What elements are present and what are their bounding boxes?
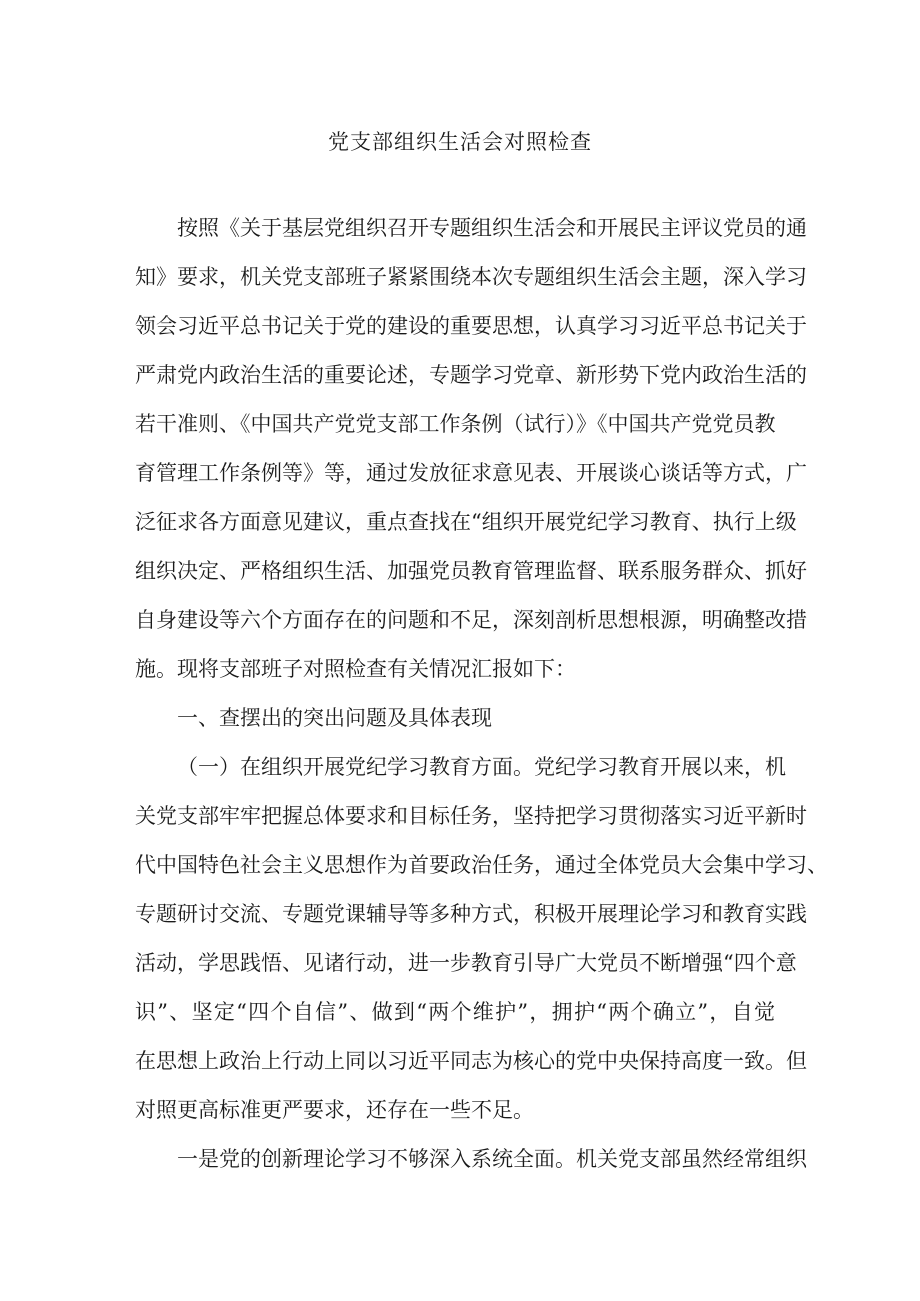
- paragraph-1-line-4: 严肃党内政治生活的重要论述，专题学习党章、新形势下党内政治生活的: [135, 363, 807, 387]
- paragraph-1-line-1: 按照《关于基层党组织召开专题组织生活会和开展民主评议党员的通: [177, 216, 807, 240]
- paragraph-2-line-5: 活动，学思践悟、见诸行动，进一步教育引导广大党员不断增强“四个意: [135, 951, 797, 975]
- paragraph-2-line-2: 关党支部牢牢把握总体要求和目标任务，坚持把学习贯彻落实习近平新时: [135, 804, 807, 828]
- paragraph-1-line-7: 泛征求各方面意见建议，重点查找在“组织开展党纪学习教育、执行上级: [135, 510, 797, 534]
- paragraph-2-line-6: 识”、坚定“四个自信”、做到“两个维护”，拥护“两个确立”，自觉: [135, 1000, 775, 1024]
- paragraph-1-line-9: 自身建设等六个方面存在的问题和不足，深刻剖析思想根源，明确整改措: [135, 608, 807, 632]
- paragraph-1-line-6: 育管理工作条例等》等，通过发放征求意见表、开展谈心谈话等方式，广: [135, 461, 807, 485]
- paragraph-2-line-1: （一）在组织开展党纪学习教育方面。党纪学习教育开展以来，机: [177, 755, 786, 779]
- paragraph-1-line-2: 知》要求，机关党支部班子紧紧围绕本次专题组织生活会主题，深入学习: [135, 265, 807, 289]
- paragraph-2-line-8: 对照更高标准更严要求，还存在一些不足。: [135, 1098, 534, 1122]
- paragraph-2-line-3: 代中国特色社会主义思想作为首要政治任务，通过全体党员大会集中学习、: [135, 853, 828, 877]
- paragraph-2-line-4: 专题研讨交流、专题党课辅导等多种方式，积极开展理论学习和教育实践: [135, 902, 807, 926]
- paragraph-1-line-5: 若干准则、《中国共产党党支部工作条例（试行）》《中国共产党党员教: [135, 412, 776, 436]
- paragraph-1-line-8: 组织决定、严格组织生活、加强党员教育管理监督、联系服务群众、抓好: [135, 559, 807, 583]
- section-heading: 一、查摆出的突出问题及具体表现: [177, 706, 492, 730]
- document-title: 党支部组织生活会对照检查: [328, 130, 592, 154]
- paragraph-3-line-1: 一是党的创新理论学习不够深入系统全面。机关党支部虽然经常组织: [177, 1147, 807, 1171]
- paragraph-2-line-7: 在思想上政治上行动上同以习近平同志为核心的党中央保持高度一致。但: [135, 1049, 807, 1073]
- paragraph-1-line-10: 施。现将支部班子对照检查有关情况汇报如下：: [135, 657, 576, 681]
- paragraph-1-line-3: 领会习近平总书记关于党的建设的重要思想，认真学习习近平总书记关于: [135, 314, 807, 338]
